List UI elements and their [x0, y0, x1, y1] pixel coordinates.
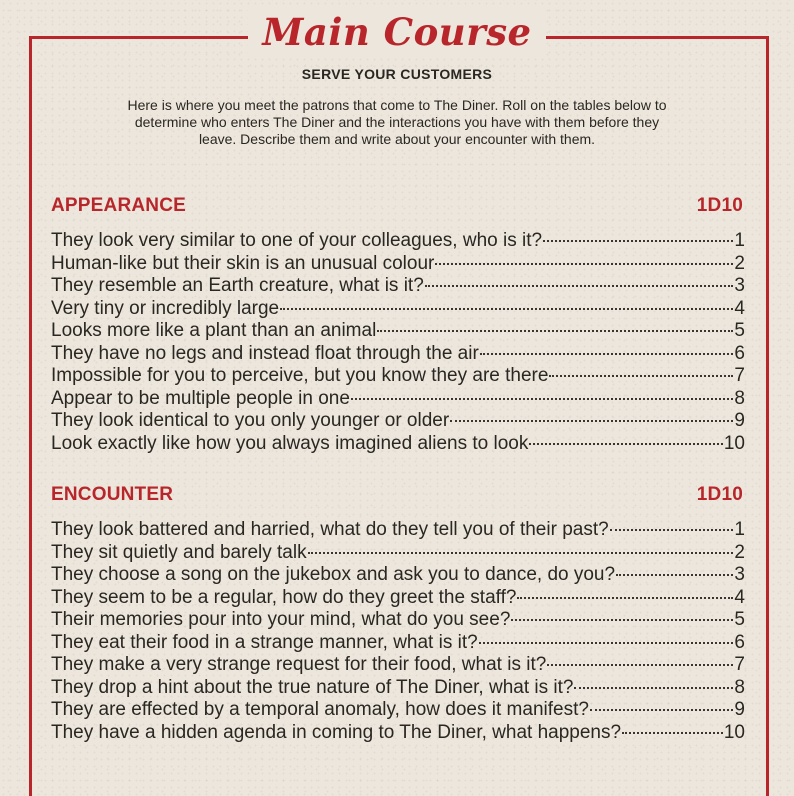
encounter-entry-text: They drop a hint about the true nature of The Diner, what is it? — [51, 676, 574, 698]
appearance-entry-text: They look identical to you only younger or older — [51, 410, 450, 431]
encounter-entry-text: They eat their food in a strange manner, what is it? — [51, 631, 478, 653]
encounter-heading: ENCOUNTER — [51, 484, 174, 505]
encounter-entry — [51, 609, 745, 632]
appearance-entry-number: 6 — [734, 342, 745, 364]
appearance-entry — [51, 410, 745, 433]
appearance-entry-text: Appear to be multiple people in one — [51, 387, 350, 409]
dot-leader — [529, 443, 722, 445]
appearance-entry-text: Very tiny or incredibly large — [51, 297, 280, 319]
appearance-entry-text: They resemble an Earth creature, what is it? — [51, 275, 424, 296]
appearance-entry-number: 10 — [723, 432, 745, 454]
encounter-entry-text: They are effected by a temporal anomaly, how does it manifest? — [51, 699, 589, 720]
encounter-entry-number: 1 — [734, 519, 745, 540]
appearance-entry-text: Human-like but their skin is an unusual colour — [51, 252, 435, 274]
appearance-heading: APPEARANCE — [51, 195, 187, 216]
encounter-entry — [51, 519, 745, 542]
dot-leader — [480, 353, 734, 355]
dot-leader — [517, 597, 733, 599]
appearance-entry-number: 8 — [734, 387, 745, 409]
appearance-entry — [51, 230, 745, 253]
dot-leader — [622, 732, 723, 734]
encounter-entry-text: They have a hidden agenda in coming to The Diner, what happens? — [51, 721, 622, 743]
dot-leader — [435, 263, 733, 265]
encounter-entry — [51, 587, 745, 610]
dot-leader — [549, 375, 733, 377]
encounter-entry-text: They make a very strange request for their food, what is it? — [51, 654, 547, 675]
encounter-entry — [51, 654, 745, 677]
appearance-entry — [51, 253, 745, 276]
appearance-entry — [51, 320, 745, 343]
appearance-entry-text: Looks more like a plant than an animal — [51, 320, 377, 341]
appearance-entry-number: 9 — [734, 410, 745, 431]
encounter-entry — [51, 542, 745, 565]
dot-leader — [547, 664, 733, 666]
encounter-entry-text: They seem to be a regular, how do they greet the staff? — [51, 586, 517, 608]
encounter-entry-number: 2 — [734, 541, 745, 563]
appearance-entry — [51, 343, 745, 366]
page-subtitle: SERVE YOUR CUSTOMERS — [301, 66, 493, 82]
dot-leader — [425, 285, 734, 287]
dot-leader — [610, 529, 734, 531]
encounter-entry-number: 6 — [734, 631, 745, 653]
encounter-entry — [51, 677, 745, 700]
encounter-table — [51, 519, 745, 744]
appearance-entry-number: 1 — [734, 230, 745, 251]
dot-leader — [280, 308, 733, 310]
encounter-entry-text: They choose a song on the jukebox and ask you to dance, do you? — [51, 564, 616, 585]
page-title: Main Course — [248, 8, 545, 56]
appearance-entry-number: 3 — [734, 275, 745, 296]
encounter-header — [51, 484, 743, 506]
encounter-entry — [51, 722, 745, 745]
appearance-entry — [51, 298, 745, 321]
encounter-entry — [51, 632, 745, 655]
encounter-entry-number: 7 — [734, 654, 745, 675]
dot-leader — [590, 709, 734, 711]
encounter-entry-text: Their memories pour into your mind, what do you see? — [51, 609, 511, 630]
encounter-entry-number: 3 — [734, 564, 745, 585]
encounter-entry-number: 10 — [723, 721, 745, 743]
appearance-header — [51, 195, 743, 217]
appearance-entry-number: 5 — [734, 320, 745, 341]
appearance-entry-number: 4 — [734, 297, 745, 319]
appearance-entry-number: 2 — [734, 252, 745, 274]
appearance-entry-number: 7 — [734, 365, 745, 386]
intro-paragraph: Here is where you meet the patrons that come to The Diner. Roll on the tables below to determine who enters The Diner and the interactions you have with them before they leave. Describe them and write about your encounter with them. — [127, 97, 667, 147]
appearance-entry-text: Look exactly like how you always imagined aliens to look — [51, 432, 529, 454]
dot-leader — [511, 619, 733, 621]
appearance-entry — [51, 433, 745, 456]
encounter-entry-text: They sit quietly and barely talk — [51, 541, 307, 563]
dot-leader — [543, 240, 733, 242]
dot-leader — [479, 642, 734, 644]
dot-leader — [574, 687, 733, 689]
appearance-entry-text: They have no legs and instead float through the air — [51, 342, 479, 364]
encounter-entry — [51, 699, 745, 722]
appearance-entry — [51, 388, 745, 411]
encounter-entry-number: 9 — [734, 699, 745, 720]
encounter-die: 1D10 — [696, 484, 743, 505]
appearance-entry-text: Impossible for you to perceive, but you know they are there — [51, 365, 549, 386]
encounter-entry-text: They look battered and harried, what do they tell you of their past? — [51, 519, 609, 540]
encounter-entry-number: 5 — [734, 609, 745, 630]
dot-leader — [450, 420, 733, 422]
appearance-entry-text: They look very similar to one of your colleagues, who is it? — [51, 230, 543, 251]
encounter-entry-number: 4 — [734, 586, 745, 608]
dot-leader — [616, 574, 733, 576]
appearance-die: 1D10 — [696, 195, 743, 216]
dot-leader — [351, 398, 733, 400]
encounter-entry-number: 8 — [734, 676, 745, 698]
encounter-entry — [51, 564, 745, 587]
title-wrap — [0, 8, 794, 56]
appearance-entry — [51, 365, 745, 388]
dot-leader — [377, 330, 733, 332]
appearance-entry — [51, 275, 745, 298]
dot-leader — [308, 552, 734, 554]
appearance-table — [51, 230, 745, 455]
